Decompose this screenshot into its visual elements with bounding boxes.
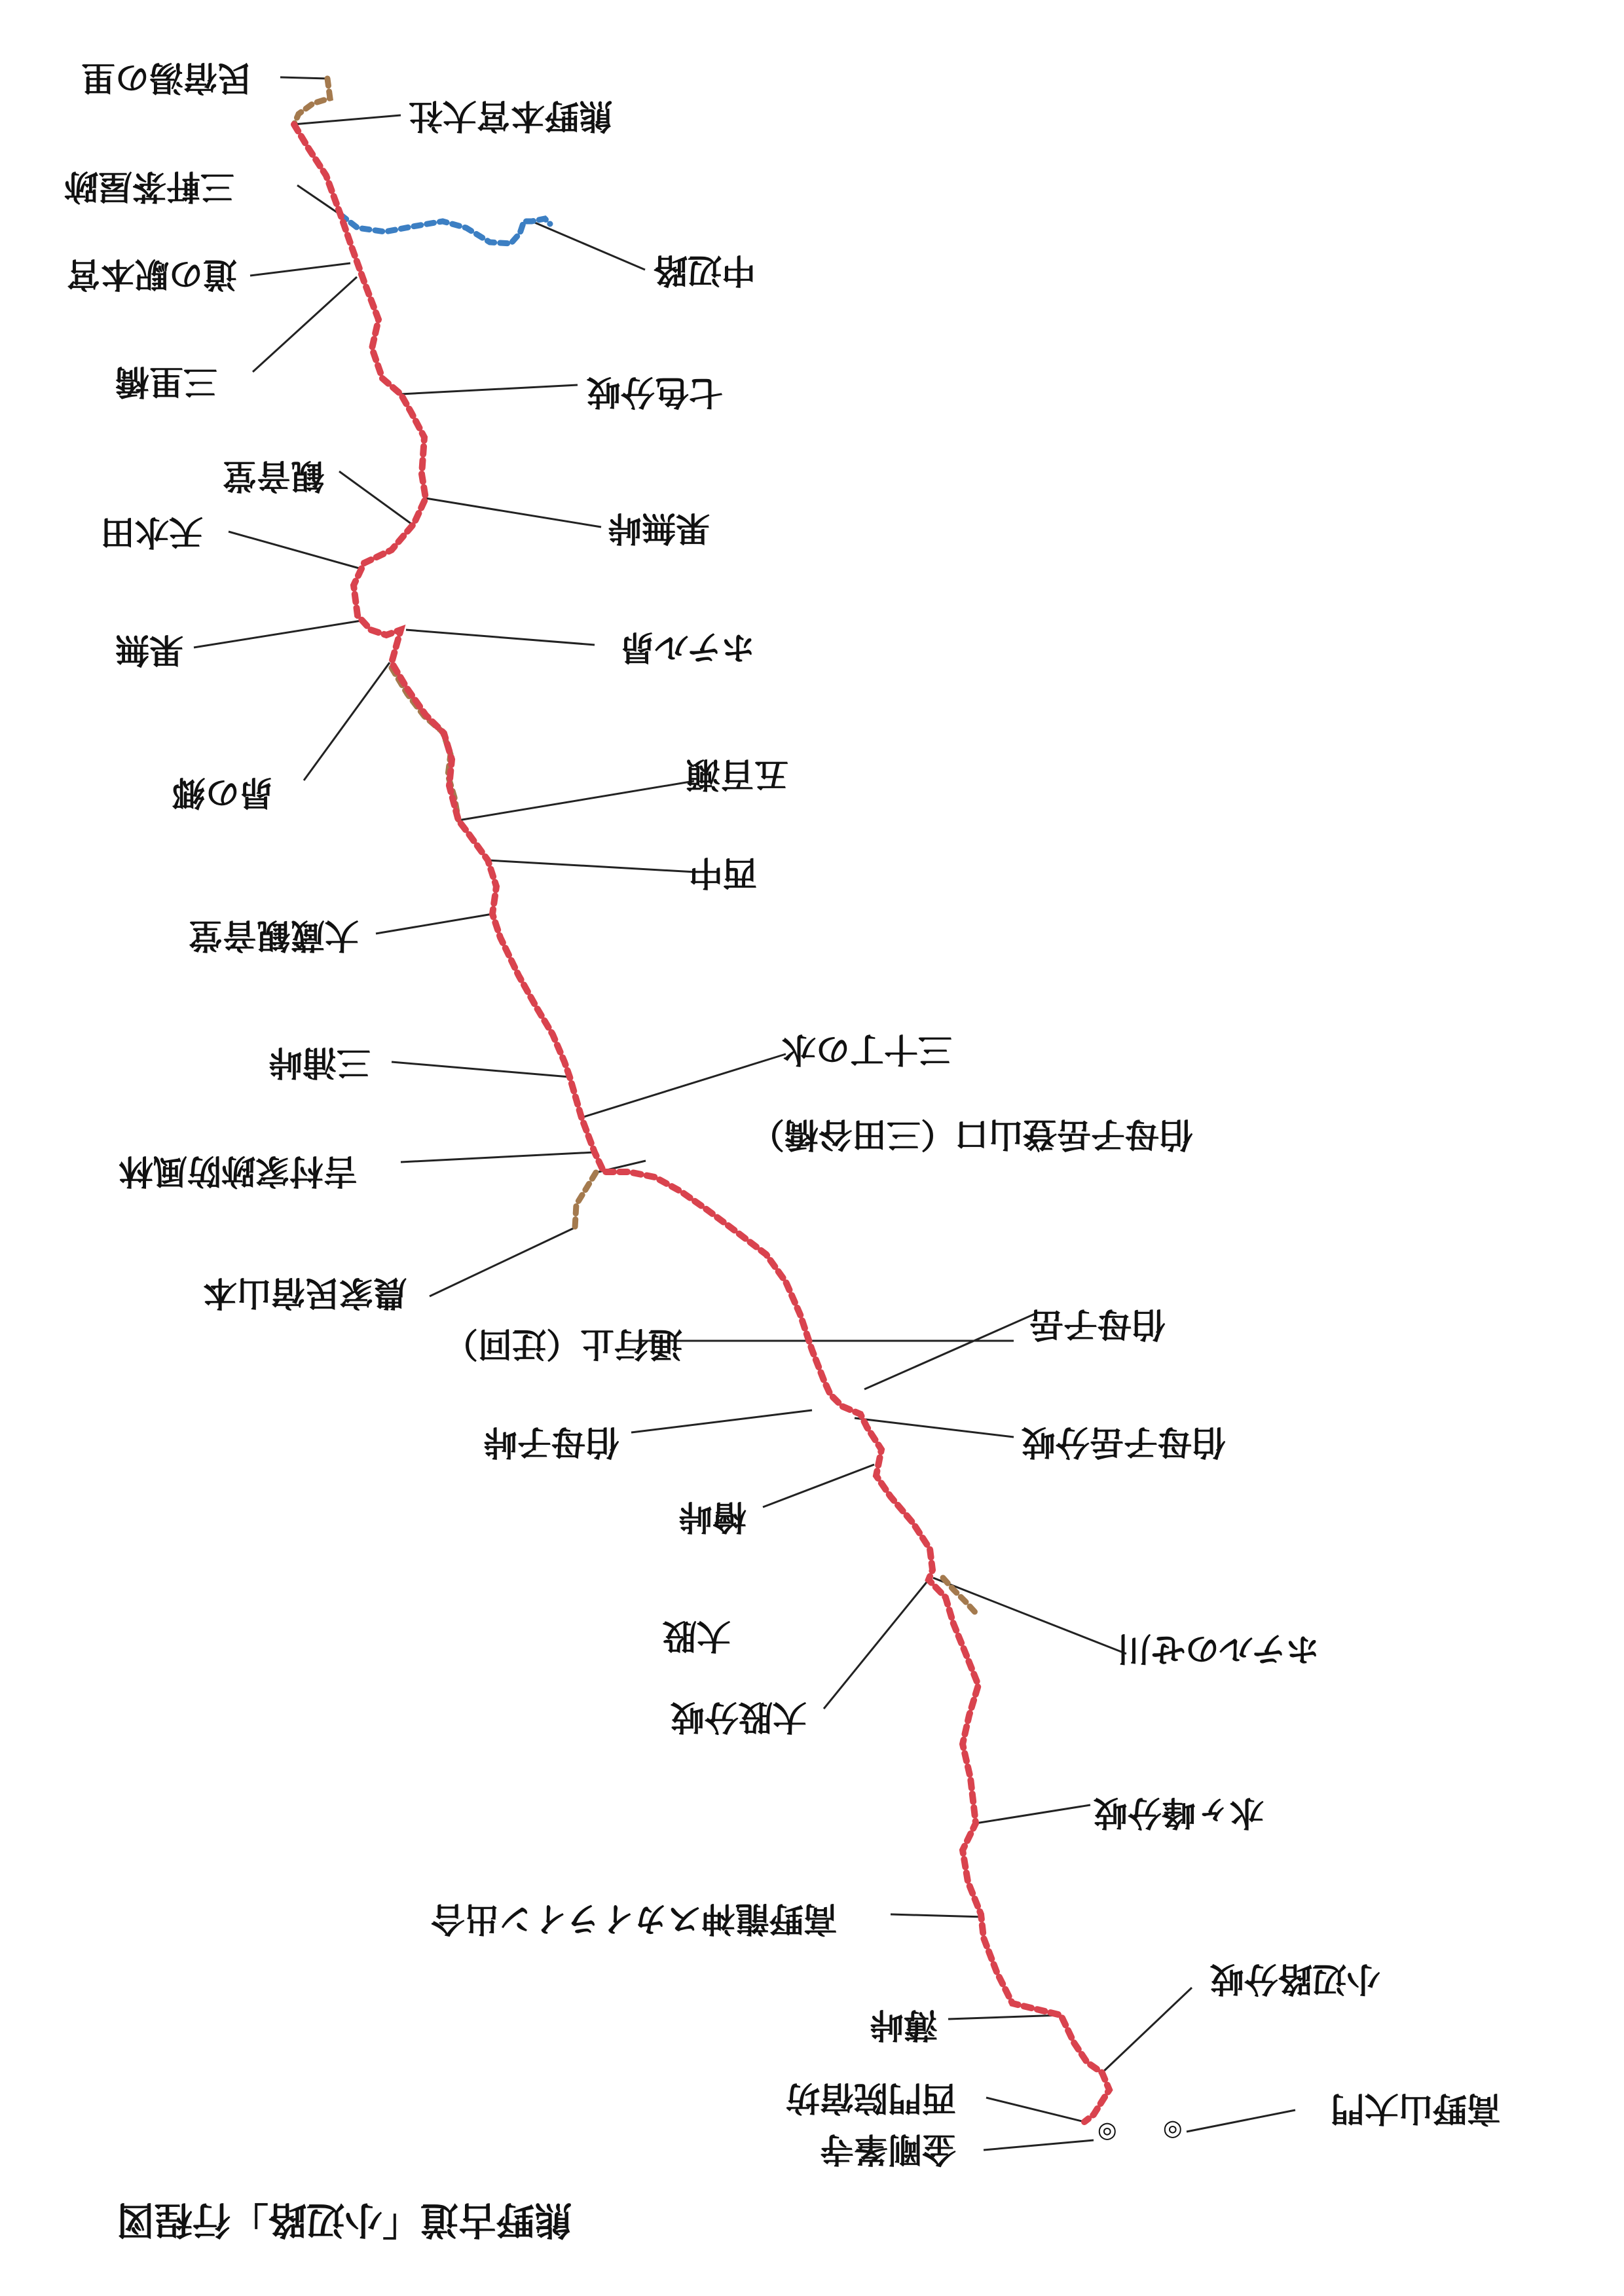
label-usu-toge: 薄峠 [870, 2005, 938, 2044]
label-obako-toge: 伯母子峠 [483, 1422, 620, 1461]
label-nanairo-bunki: 七色分岐 [587, 372, 724, 411]
label-nishi-naka: 西中 [689, 852, 758, 892]
label-minshuku-yamamoto: 農家民宿山本 [203, 1273, 408, 1312]
label-sanri-bashi: 三里橋 [115, 361, 218, 401]
label-kohechi-bunki: 小辺路分岐 [1210, 1959, 1381, 1998]
label-kannondo: 観音堂 [223, 456, 325, 495]
label-tsuko-dome: 通行止（迂回） [444, 1324, 683, 1363]
label-obako-bunki: 伯母子岳分岐 [1022, 1422, 1227, 1461]
label-hotel-nosegawa: ホテルのせ川 [1117, 1629, 1320, 1668]
label-koyasan-daimon: 高野山大門 [1331, 2088, 1502, 2128]
label-yoshimura-ie-ato: 吉村家跡防風林 [119, 1151, 358, 1190]
label-kongobuji: 金剛峯寺 [820, 2129, 957, 2168]
label-omata: 大股 [663, 1616, 731, 1655]
label-hatenashi-toge: 果無峠 [608, 508, 710, 547]
nakahechi-route [341, 215, 550, 244]
label-miura-toge: 三浦峠 [268, 1042, 371, 1082]
label-minshuku-yu-no-sato: 民宿湯の里 [81, 58, 252, 97]
daimon-marker-icon: ◎ [1163, 2118, 1183, 2144]
label-michi-no-eki-hongu: 道の駅本宮 [67, 254, 238, 293]
label-sangen-chaya-ato: 三軒茶屋跡 [64, 166, 235, 206]
kongobuji-marker-icon: ◎ [1098, 2120, 1117, 2146]
map-title: 熊野古道「小辺路」行程図 [117, 2198, 573, 2242]
label-tsugi-toge: 檜峠 [678, 1497, 747, 1536]
label-okura-kannondo: 大蔵観音堂 [189, 915, 360, 955]
side-route-yunosato [294, 79, 330, 124]
leader-lines [194, 77, 1295, 2150]
label-nakahechi: 中辺路 [654, 250, 756, 289]
label-tokaito: 五百瀬 [686, 754, 789, 793]
label-hotel-kamiyu: ホテル昴 [621, 627, 756, 666]
label-obako-tozanguchi: 伯母子岳登山口（三田谷橋） [750, 1114, 1194, 1154]
label-mizugamine-bunki: 水ヶ峰分岐 [1094, 1793, 1264, 1832]
label-saimon-in: 西門院宿坊 [786, 2078, 957, 2117]
label-sanjucho-no-mizu: 三十丁の水 [782, 1029, 953, 1068]
label-obako-dake: 伯母子岳 [1029, 1304, 1166, 1343]
label-skyline-exit: 高野龍神スカイライン出合 [431, 1899, 838, 1938]
label-kumano-hongu-taisha: 熊野本宮大社 [409, 96, 614, 135]
label-omata-bunki: 大股分岐 [671, 1697, 807, 1736]
label-hatenashi: 果無 [115, 630, 184, 669]
side-route-yamamoto [575, 1173, 596, 1228]
label-mukashi-no-sato: 昴の郷 [172, 773, 274, 812]
label-tenkuuda: 天水田 [101, 512, 204, 551]
